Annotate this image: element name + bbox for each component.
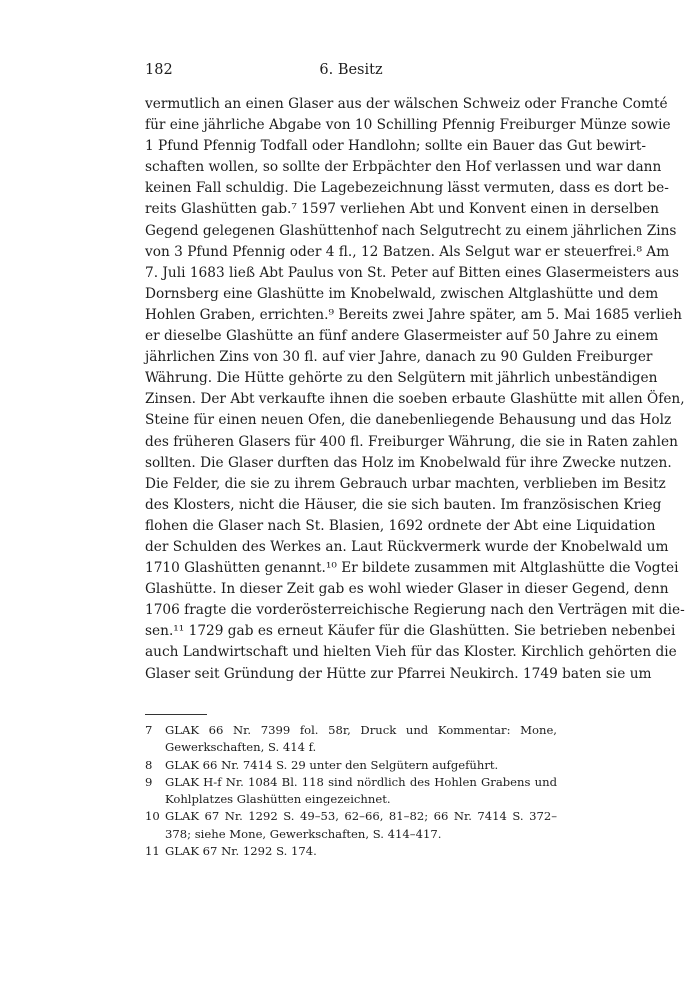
text-line: er dieselbe Glashütte an fünf andere Glasermeister auf 50 Jahre zu einem — [145, 328, 659, 345]
footnote — [145, 843, 557, 860]
footnote-number: 11 — [145, 844, 160, 859]
footnote-number: 9 — [145, 774, 153, 789]
footnote-text: GLAK 66 Nr. 7399 fol. 58r, Druck und Kommentar: Mone, Gewerkschaften, S. 414 f. — [165, 723, 557, 755]
footnote — [145, 722, 557, 757]
text-line: Dornsberg eine Glashütte im Knobelwald, zwischen Altglashütte und dem — [145, 285, 659, 302]
text-line: 1 Pfund Pfennig Todfall oder Handlohn; sollte ein Bauer das Gut bewirt- — [145, 138, 647, 155]
text-line: reits Glashütten gab.⁷ 1597 verliehen Abt und Konvent einen in derselben — [145, 201, 660, 218]
text-line: 1706 fragte die vorderösterreichische Regierung nach den Verträgen mit die- — [145, 602, 685, 619]
text-line: 7. Juli 1683 ließ Abt Paulus von St. Peter auf Bitten eines Glasermeisters aus — [145, 264, 679, 281]
text-line: von 3 Pfund Pfennig oder 4 fl., 12 Batzen. Als Selgut war er steuerfrei.⁸ Am — [145, 243, 670, 260]
text-line: Zinsen. Der Abt verkaufte ihnen die soeben erbaute Glashütte mit allen Öfen, — [145, 391, 685, 408]
footnote — [145, 808, 557, 843]
text-line: Steine für einen neuen Ofen, die danebenliegende Behausung und das Holz — [145, 412, 672, 429]
page-header — [145, 60, 557, 84]
text-line: sollten. Die Glaser durften das Holz im Knobelwald für ihre Zwecke nutzen. — [145, 454, 672, 471]
text-line: Währung. Die Hütte gehörte zu den Selgütern mit jährlich unbeständigen — [145, 370, 658, 387]
footnote-text: GLAK 66 Nr. 7414 S. 29 unter den Selgütern aufgeführt. — [165, 757, 499, 772]
text-line: 1710 Glashütten genannt.¹⁰ Er bildete zusammen mit Altglashütte die Vogtei — [145, 560, 679, 577]
footnote-number: 8 — [145, 757, 153, 772]
text-line: auch Landwirtschaft und hielten Vieh für das Kloster. Kirchlich gehörten die — [145, 644, 677, 661]
text-line: Gegend gelegenen Glashüttenhof nach Selgutrecht zu einem jährlichen Zins — [145, 222, 677, 239]
footnote-text: GLAK 67 Nr. 1292 S. 174. — [165, 844, 317, 859]
body-text — [145, 94, 685, 685]
text-line: des Klosters, nicht die Häuser, die sie sich bauten. Im französischen Krieg — [145, 496, 662, 513]
footnote-text: GLAK 67 Nr. 1292 S. 49–53, 62–66, 81–82; 66 Nr. 7414 S. 372–378; siehe Mone, Gewerkschaften, S. 414–417. — [165, 809, 557, 841]
text-line: keinen Fall schuldig. Die Lagebezeichnung lässt vermuten, dass es dort be- — [145, 180, 669, 197]
footnote — [145, 774, 557, 809]
footnote-number: 10 — [145, 809, 160, 824]
text-line: der Schulden des Werkes an. Laut Rückvermerk wurde der Knobelwald um — [145, 538, 669, 555]
text-line: des früheren Glasers für 400 fl. Freiburger Währung, die sie in Raten zahlen — [145, 433, 678, 450]
text-line: Glaser seit Gründung der Hütte zur Pfarrei Neukirch. 1749 baten sie um — [145, 665, 652, 682]
footnote-rule — [145, 714, 207, 715]
text-line: jährlichen Zins von 30 fl. auf vier Jahre, danach zu 90 Gulden Freiburger — [145, 349, 653, 366]
footnotes — [145, 722, 557, 860]
footnote — [145, 757, 557, 774]
text-line: vermutlich an einen Glaser aus der wälschen Schweiz oder Franche Comté — [145, 96, 668, 112]
text-line: schaften wollen, so sollte der Erbpächter den Hof verlassen und war dann — [145, 159, 662, 176]
text-line: Hohlen Graben, errichten.⁹ Bereits zwei Jahre später, am 5. Mai 1685 verlieh — [145, 306, 682, 323]
text-line: für eine jährliche Abgabe von 10 Schilling Pfennig Freiburger Münze sowie — [145, 117, 671, 134]
text-line: sen.¹¹ 1729 gab es erneut Käufer für die Glashütten. Sie betrieben nebenbei — [145, 623, 676, 640]
page-number: 182 — [145, 62, 173, 78]
footnote-text: GLAK H-f Nr. 1084 Bl. 118 sind nördlich des Hohlen Grabens und Kohlplatzes Glashütten eingezeichnet. — [165, 774, 557, 807]
text-line: Glashütte. In dieser Zeit gab es wohl wieder Glaser in dieser Gegend, denn — [145, 581, 669, 598]
text-line: Die Felder, die sie zu ihrem Gebrauch urbar machten, verblieben im Besitz — [145, 475, 666, 492]
footnote-number: 7 — [145, 723, 153, 737]
running-head: 6. Besitz — [319, 62, 383, 78]
text-line: flohen die Glaser nach St. Blasien, 1692 ordnete der Abt eine Liquidation — [145, 517, 656, 534]
